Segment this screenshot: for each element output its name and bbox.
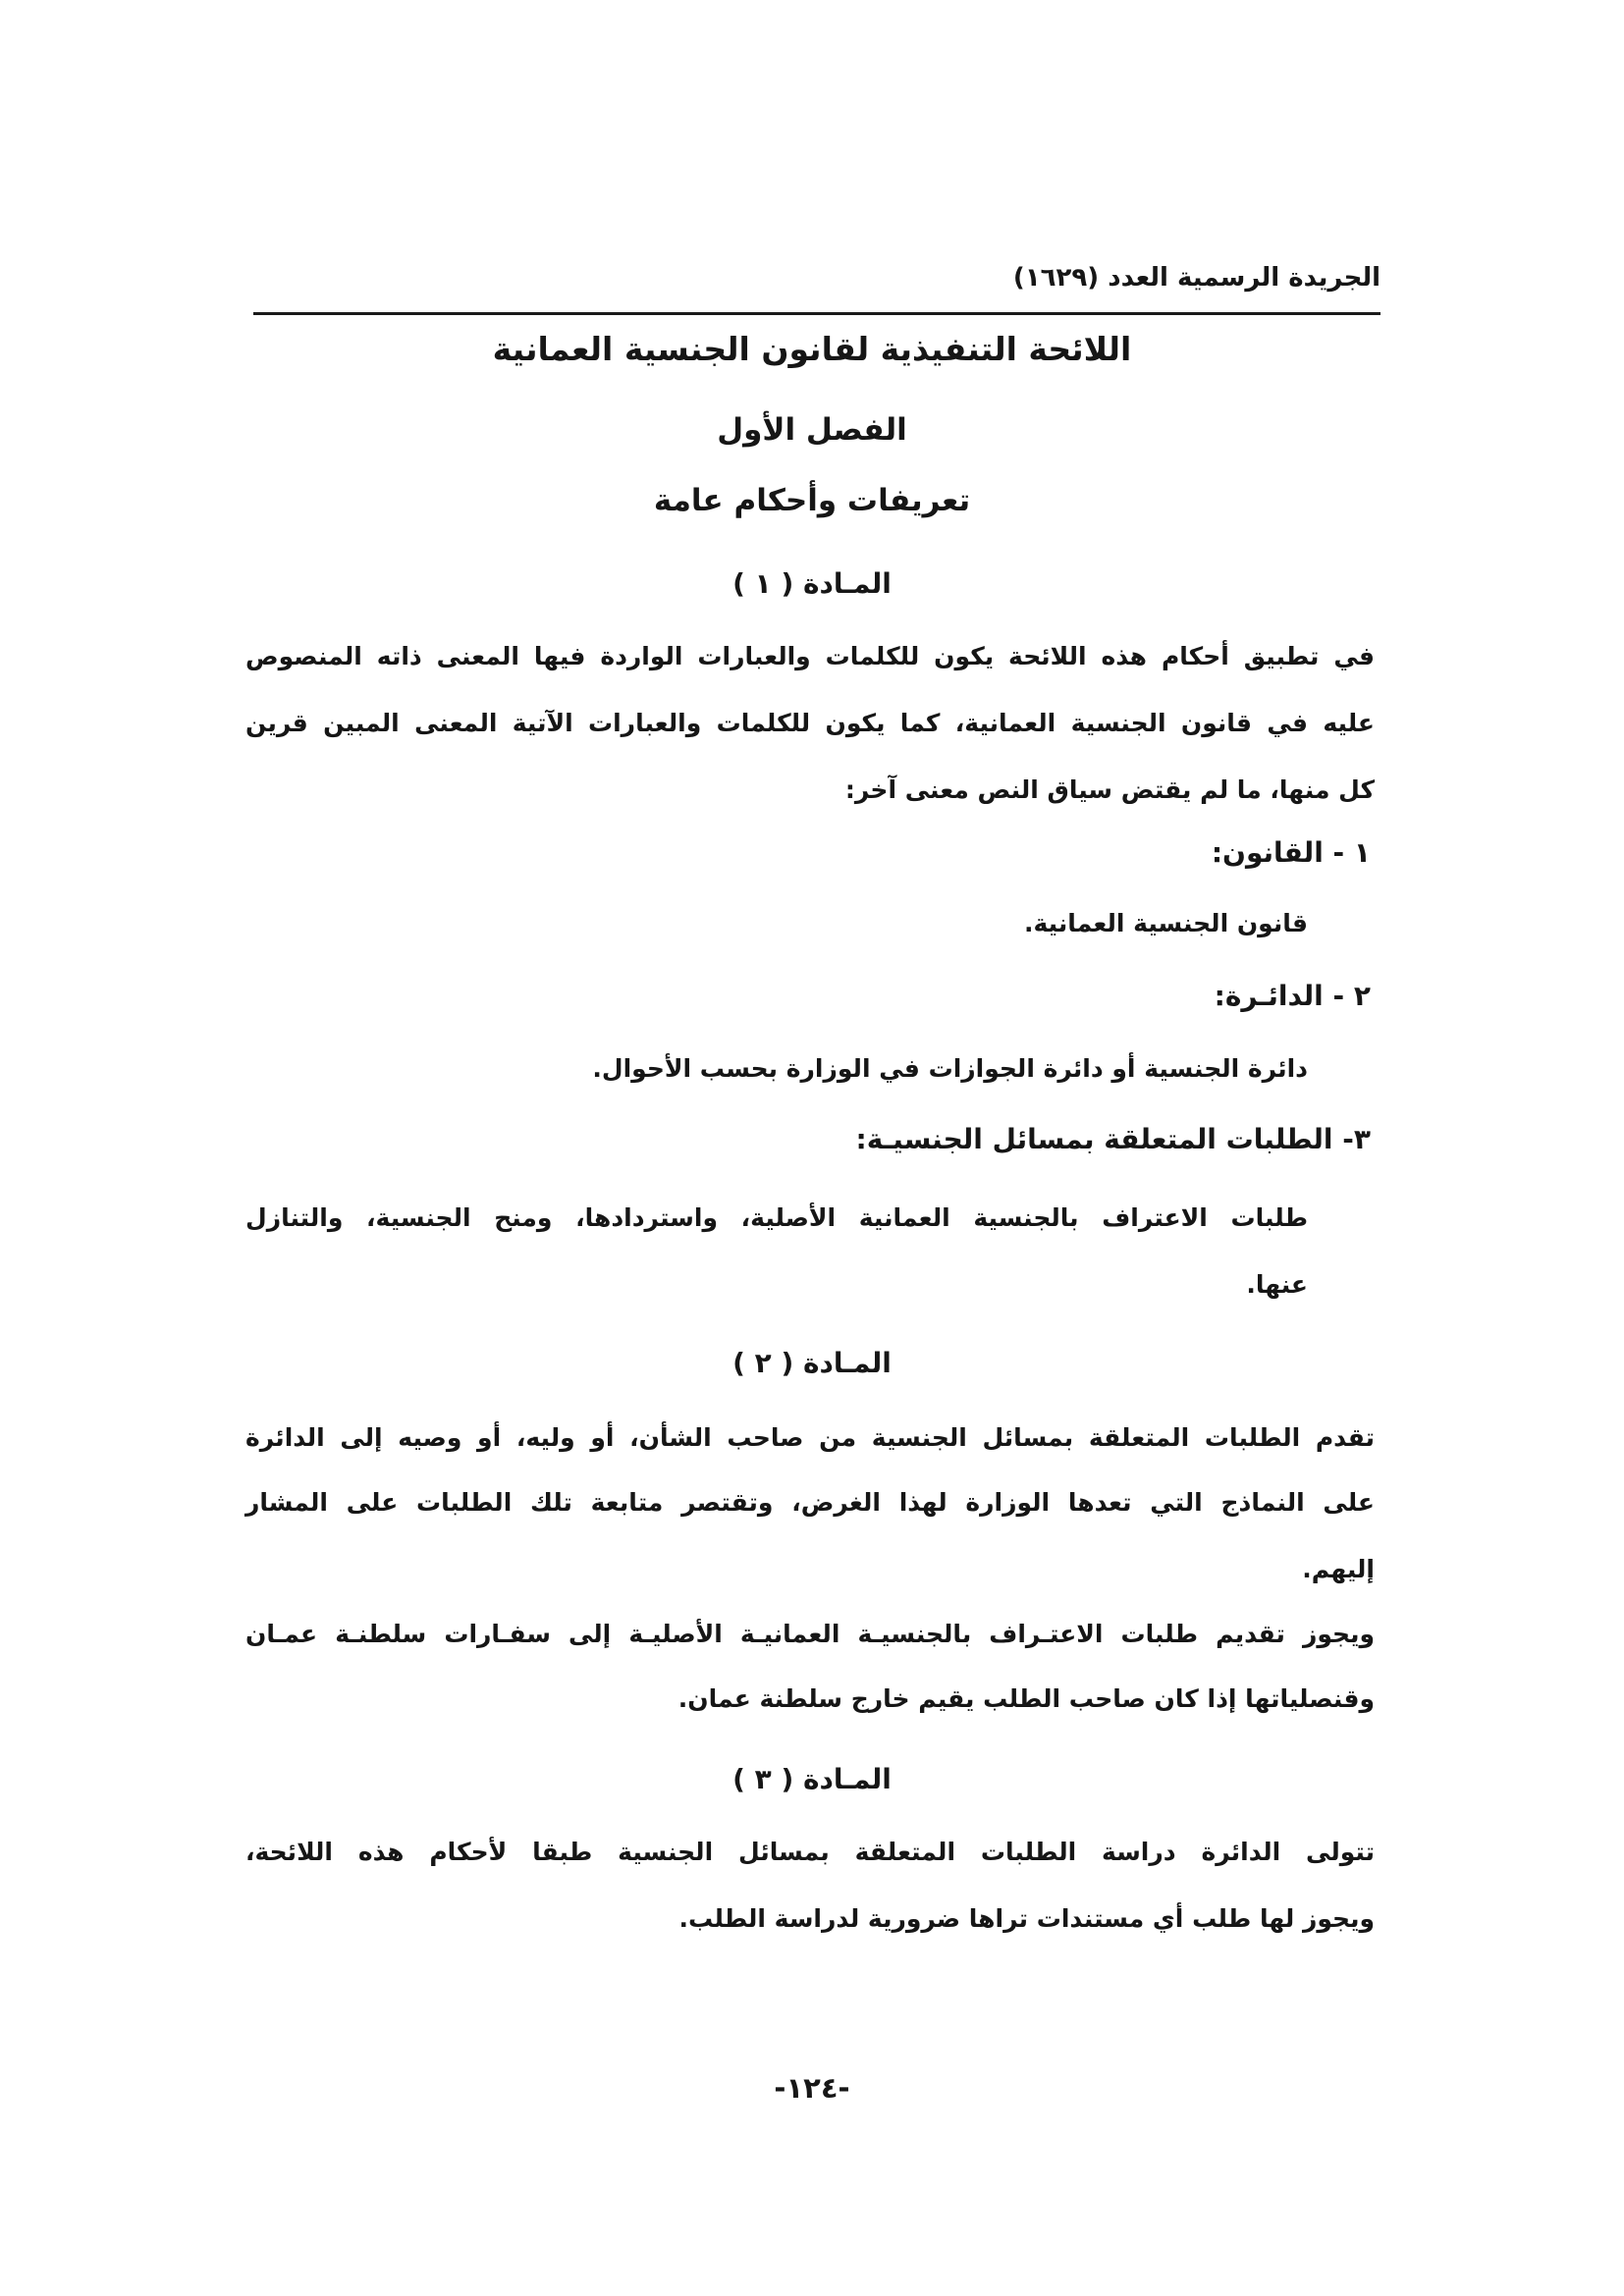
definition-department: دائرة الجنسية أو دائرة الجوازات في الوزارة بحسب الأحوال.	[592, 1054, 1308, 1083]
chapter-subtitle: تعريفات وأحكام عامة	[653, 483, 971, 518]
definition-law: قانون الجنسية العمانية.	[1023, 909, 1308, 937]
article-3-line-1: تتولى الدائرة دراسة الطلبات المتعلقة بمسائل الجنسية طبقا لأحكام هذه اللائحة،	[245, 1838, 1375, 1866]
definition-nationality-requests-line-2: عنها.	[1246, 1270, 1308, 1299]
definition-nationality-requests-line-1: طلبات الاعتراف بالجنسية العمانية الأصلية، واستردادها، ومنح الجنسية، والتنازل	[245, 1203, 1308, 1232]
gazette-header	[253, 257, 1380, 315]
article-1-line-1: في تطبيق أحكام هذه اللائحة يكون للكلمات والعبارات الواردة فيها المعنى ذاته المنصوص	[245, 642, 1375, 670]
article-2-line-5: وقنصلياتها إذا كان صاحب الطلب يقيم خارج سلطنة عمان.	[677, 1684, 1375, 1713]
article-3-heading: المـادة ( ٣ )	[732, 1763, 892, 1795]
definition-term-law: ١ - القانون:	[1211, 836, 1371, 869]
article-2-line-4: ويجوز تقديم طلبات الاعتـراف بالجنسيـة العمانيـة الأصليـة إلى سفـارات سلطنـة عمـان	[245, 1620, 1375, 1648]
chapter-heading: الفصل الأول	[717, 412, 907, 448]
article-1-line-3: كل منها، ما لم يقتض سياق النص معنى آخر:	[844, 775, 1375, 804]
definition-term-department: ٢ - الدائـرة:	[1214, 980, 1371, 1012]
article-1-line-2: عليه في قانون الجنسية العمانية، كما يكون للكلمات والعبارات الآتية المعنى المبين قرين	[245, 709, 1375, 737]
gazette-issue: الجريدة الرسمية العدد (١٦٢٩)	[1012, 263, 1380, 293]
article-2-line-2: على النماذج التي تعدها الوزارة لهذا الغرض، وتقتصر متابعة تلك الطلبات على المشار	[245, 1488, 1375, 1517]
article-3-line-2: ويجوز لها طلب أي مستندات تراها ضرورية لدراسة الطلب.	[678, 1904, 1375, 1933]
definition-term-nationality-requests: ٣- الطلبات المتعلقة بمسائل الجنسيـة:	[855, 1123, 1371, 1155]
article-2-line-3: إليهم.	[1302, 1555, 1375, 1583]
article-2-line-1: تقدم الطلبات المتعلقة بمسائل الجنسية من صاحب الشأن، أو وليه، أو وصيه إلى الدائرة	[245, 1423, 1375, 1452]
document-title: اللائحة التنفيذية لقانون الجنسية العمانية	[492, 330, 1132, 368]
page-number: -١٢٤-	[774, 2071, 850, 2105]
article-2-heading: المـادة ( ٢ )	[732, 1347, 892, 1379]
article-1-heading: المـادة ( ١ )	[732, 567, 892, 600]
